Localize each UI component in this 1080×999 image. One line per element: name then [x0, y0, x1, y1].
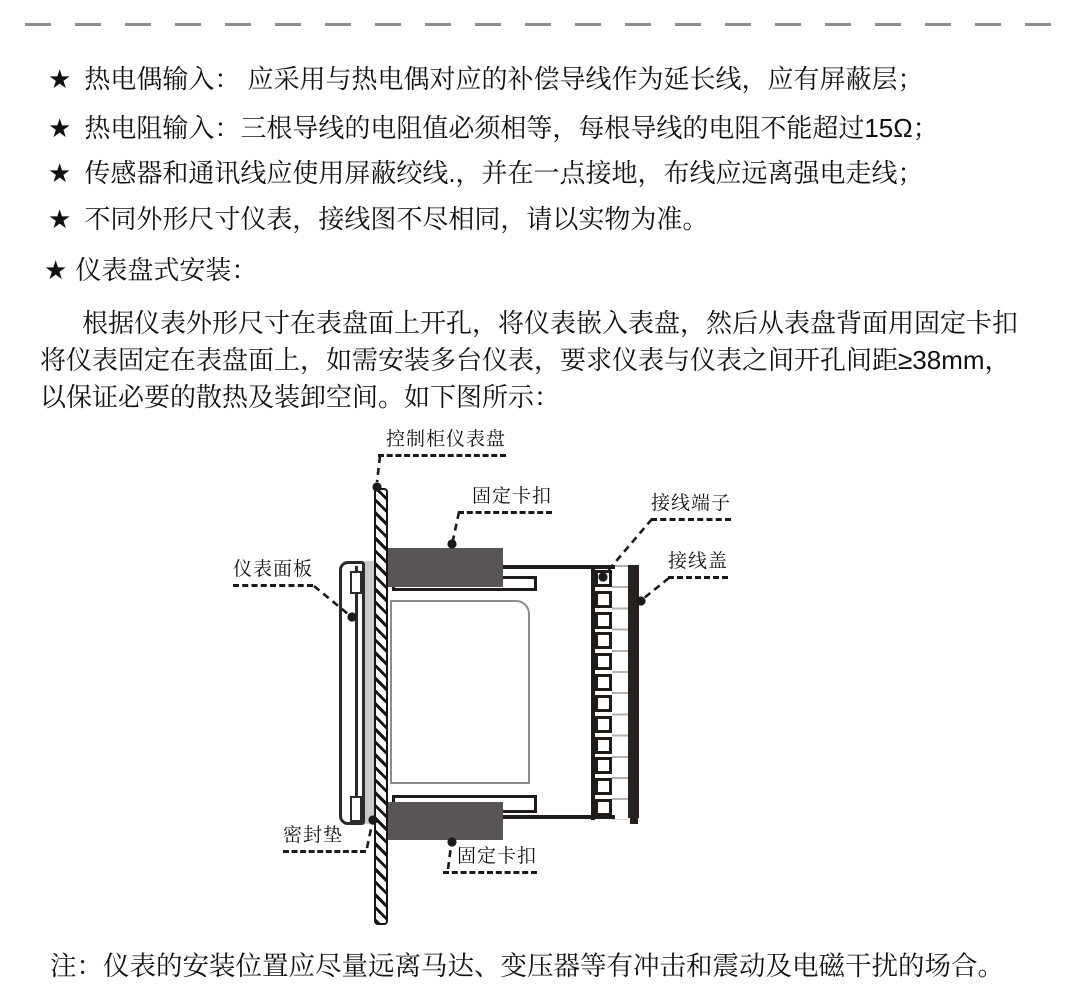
label-fixing-clamp-top: 固定卡扣: [458, 486, 552, 514]
star-icon: ★: [48, 64, 72, 94]
bezel-inner-line: [355, 566, 358, 820]
section-heading-panel-mount: [44, 253, 257, 287]
star-icon: ★: [44, 255, 68, 285]
terminal-cell: [595, 737, 612, 754]
bullet-dimensions: [48, 202, 708, 236]
paragraph-line: 将仪表固定在表盘面上，如需安装多台仪表，要求仪表与仪表之间开孔间距≥38mm，: [40, 345, 1011, 375]
installation-diagram: [0, 420, 760, 945]
label-front-panel: 仪表面板: [233, 559, 313, 587]
bezel-clip-slot-top: [350, 571, 362, 594]
leader-cover: [644, 578, 669, 598]
star-icon: ★: [48, 158, 72, 188]
cabinet-panel-bar: [374, 488, 388, 925]
paragraph-line: 根据仪表外形尺寸在表盘面上开孔，将仪表嵌入表盘，然后从表盘背面用固定卡扣: [82, 308, 1019, 338]
label-wiring-terminal: 接线端子: [651, 493, 731, 521]
terminal-left-rail: [591, 565, 595, 820]
case-top-edge: [503, 565, 615, 569]
terminal-cell: [595, 799, 612, 816]
leader-cabinet-panel: [377, 456, 380, 482]
case-bottom-edge: [503, 815, 615, 819]
terminal-cell: [595, 612, 612, 629]
mounting-paragraph: [40, 305, 1052, 416]
leader-clamp-top: [453, 512, 459, 540]
fixing-clamp-top: [388, 548, 503, 587]
leader-gasket: [367, 824, 372, 848]
terminal-cell: [595, 695, 612, 712]
terminal-cell: [595, 632, 612, 649]
paragraph-line: 以保证必要的散热及装卸空间。如下图所示：: [40, 382, 561, 412]
star-icon: ★: [48, 113, 72, 143]
instrument-body: [390, 600, 530, 784]
terminal-cover-nub: [630, 817, 638, 824]
bullet-thermocouple: [48, 62, 924, 96]
label-fixing-clamp-bottom: 固定卡扣: [443, 846, 537, 874]
bullet-text: 热电偶输入： 应采用与热电偶对应的补偿导线作为延长线，应有屏蔽层；: [84, 64, 924, 94]
terminal-cell: [595, 778, 612, 795]
front-panel-bezel: [339, 561, 365, 825]
label-seal-gasket: 密封垫: [283, 825, 366, 853]
label-terminal-cover: 接线盖: [668, 551, 728, 579]
section-title: 仪表盘式安装：: [75, 255, 258, 285]
terminal-mid-column: [612, 565, 628, 820]
terminal-cell: [595, 757, 612, 774]
bottom-note: 注：仪表的安装位置应尽量远离马达、变压器等有冲击和震动及电磁干扰的场合。: [50, 951, 1004, 981]
bullet-text: 不同外形尺寸仪表，接线图不尽相同，请以实物为准。: [84, 204, 709, 234]
bullet-text: 传感器和通讯线应使用屏蔽绞线.，并在一点接地，布线应远离强电走线；: [84, 158, 924, 188]
terminal-cell: [595, 570, 612, 587]
terminal-cell: [595, 591, 612, 608]
page-top-separator: [25, 23, 1057, 26]
bullet-sensor-wiring: [48, 156, 924, 190]
terminal-cover-bar: [628, 565, 639, 818]
terminal-cell: [595, 716, 612, 733]
label-cabinet-panel: 控制柜仪表盘: [378, 429, 506, 457]
terminal-cell: [595, 653, 612, 670]
bezel-clip-slot-bottom: [350, 796, 362, 822]
fixing-clamp-bottom: [388, 802, 503, 840]
terminal-cell: [595, 674, 612, 691]
star-icon: ★: [48, 204, 72, 234]
bullet-rtd: [48, 111, 939, 145]
terminal-cells: [595, 570, 612, 816]
bullet-text: 热电阻输入：三根导线的电阻值必须相等，每根导线的电阻不能超过15Ω；: [84, 113, 939, 143]
